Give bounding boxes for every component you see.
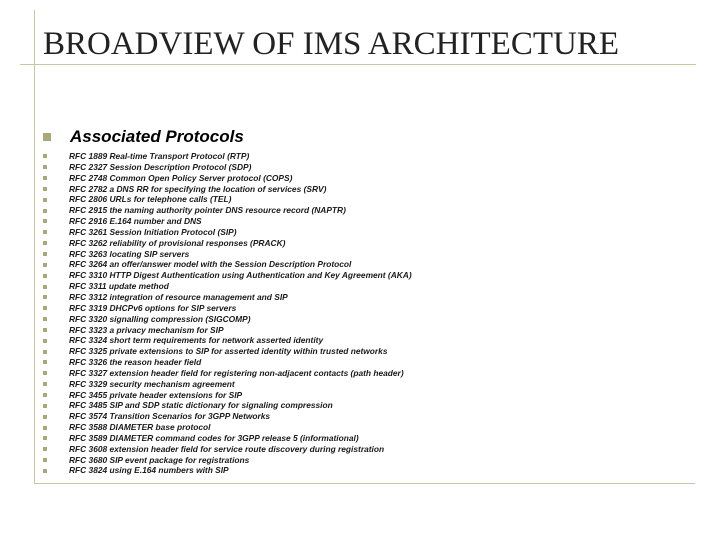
list-item [43, 162, 412, 173]
list-item-text: RFC 3574 Transition Scenarios for 3GPP Networks [69, 411, 271, 422]
square-bullet-icon [43, 458, 47, 462]
list-item [43, 270, 412, 281]
left-vertical-rule [34, 10, 35, 483]
square-bullet-icon [43, 165, 47, 169]
square-bullet-icon [43, 133, 51, 141]
square-bullet-icon [43, 447, 47, 451]
square-bullet-icon [43, 219, 47, 223]
square-bullet-icon [43, 306, 47, 310]
square-bullet-icon [43, 426, 47, 430]
list-item-text: RFC 3588 DIAMETER base protocol [69, 422, 211, 433]
square-bullet-icon [43, 382, 47, 386]
list-item [43, 281, 412, 292]
list-item [43, 465, 412, 476]
list-item-text: RFC 3312 integration of resource management and SIP [69, 291, 288, 302]
square-bullet-icon [43, 415, 47, 419]
list-item [43, 455, 412, 466]
square-bullet-icon [43, 241, 47, 245]
square-bullet-icon [43, 328, 47, 332]
list-item-text: RFC 3319 DHCPv6 options for SIP servers [69, 302, 237, 313]
title-underline-rule [20, 64, 696, 65]
list-item-text: RFC 3680 SIP event package for registrations [69, 454, 250, 465]
list-item [43, 335, 412, 346]
section-heading-text: Associated Protocols [70, 127, 244, 146]
list-item [43, 205, 412, 216]
list-item [43, 303, 412, 314]
square-bullet-icon [43, 187, 47, 191]
list-item [43, 259, 412, 270]
square-bullet-icon [43, 198, 47, 202]
list-item [43, 194, 412, 205]
list-item [43, 368, 412, 379]
square-bullet-icon [43, 154, 47, 158]
list-item-text: RFC 3264 an offer/answer model with the Session Description Protocol [69, 259, 352, 270]
list-item [43, 357, 412, 368]
list-item-text: RFC 3326 the reason header field [69, 357, 202, 368]
list-item [43, 292, 412, 303]
list-item [43, 346, 412, 357]
list-item [43, 216, 412, 227]
list-item-text: RFC 2915 the naming authority pointer DNS resource record (NAPTR) [69, 205, 346, 216]
list-item-text: RFC 3263 locating SIP servers [69, 248, 190, 259]
list-item [43, 151, 412, 162]
square-bullet-icon [43, 469, 47, 473]
square-bullet-icon [43, 360, 47, 364]
list-item-text: RFC 2806 URLs for telephone calls (TEL) [69, 194, 232, 205]
square-bullet-icon [43, 274, 47, 278]
list-item-text: RFC 3262 reliability of provisional responses (PRACK) [69, 237, 286, 248]
square-bullet-icon [43, 176, 47, 180]
list-item-text: RFC 3261 Session Initiation Protocol (SIP) [69, 226, 237, 237]
list-item [43, 400, 412, 411]
list-item-text: RFC 3320 signalling compression (SIGCOMP) [69, 313, 251, 324]
list-item-text: RFC 2327 Session Description Protocol (SDP) [69, 161, 252, 172]
bottom-rule [34, 483, 695, 484]
list-item [43, 379, 412, 390]
list-item [43, 390, 412, 401]
list-item-text: RFC 1889 Real-time Transport Protocol (RTP) [69, 151, 250, 161]
list-item [43, 411, 412, 422]
list-item-text: RFC 3608 extension header field for service route discovery during registration [69, 443, 385, 454]
list-item [43, 238, 412, 249]
list-item [43, 314, 412, 325]
list-item-text: RFC 3311 update method [69, 281, 169, 292]
rfc-list [43, 151, 412, 476]
square-bullet-icon [43, 252, 47, 256]
section-heading [43, 126, 244, 148]
list-item-text: RFC 2748 Common Open Policy Server protocol (COPS) [69, 172, 293, 183]
square-bullet-icon [43, 317, 47, 321]
square-bullet-icon [43, 436, 47, 440]
list-item [43, 444, 412, 455]
square-bullet-icon [43, 230, 47, 234]
list-item [43, 184, 412, 195]
list-item-text: RFC 3589 DIAMETER command codes for 3GPP release 5 (informational) [69, 432, 359, 443]
square-bullet-icon [43, 350, 47, 354]
slide-title: BROADVIEW OF IMS ARCHITECTURE [43, 26, 620, 62]
square-bullet-icon [43, 209, 47, 213]
list-item-text: RFC 3310 HTTP Digest Authentication using Authentication and Key Agreement (AKA) [69, 270, 412, 281]
square-bullet-icon [43, 393, 47, 397]
list-item-text: RFC 3824 using E.164 numbers with SIP [69, 465, 229, 476]
list-item [43, 422, 412, 433]
list-item [43, 227, 412, 238]
list-item-text: RFC 2916 E.164 number and DNS [69, 216, 202, 227]
list-item-text: RFC 3327 extension header field for registering non-adjacent contacts (path header) [69, 367, 404, 378]
list-item-text: RFC 3455 private header extensions for SIP [69, 389, 243, 400]
list-item-text: RFC 3485 SIP and SDP static dictionary for signaling compression [69, 400, 333, 411]
list-item-text: RFC 3325 private extensions to SIP for asserted identity within trusted networks [69, 346, 388, 357]
square-bullet-icon [43, 404, 47, 408]
list-item [43, 249, 412, 260]
list-item-text: RFC 2782 a DNS RR for specifying the location of services (SRV) [69, 183, 327, 194]
list-item [43, 173, 412, 184]
square-bullet-icon [43, 263, 47, 267]
square-bullet-icon [43, 339, 47, 343]
square-bullet-icon [43, 371, 47, 375]
list-item [43, 433, 412, 444]
list-item-text: RFC 3329 security mechanism agreement [69, 378, 235, 389]
list-item-text: RFC 3323 a privacy mechanism for SIP [69, 324, 224, 335]
list-item [43, 325, 412, 336]
square-bullet-icon [43, 285, 47, 289]
square-bullet-icon [43, 295, 47, 299]
list-item-text: RFC 3324 short term requirements for network asserted identity [69, 335, 324, 346]
